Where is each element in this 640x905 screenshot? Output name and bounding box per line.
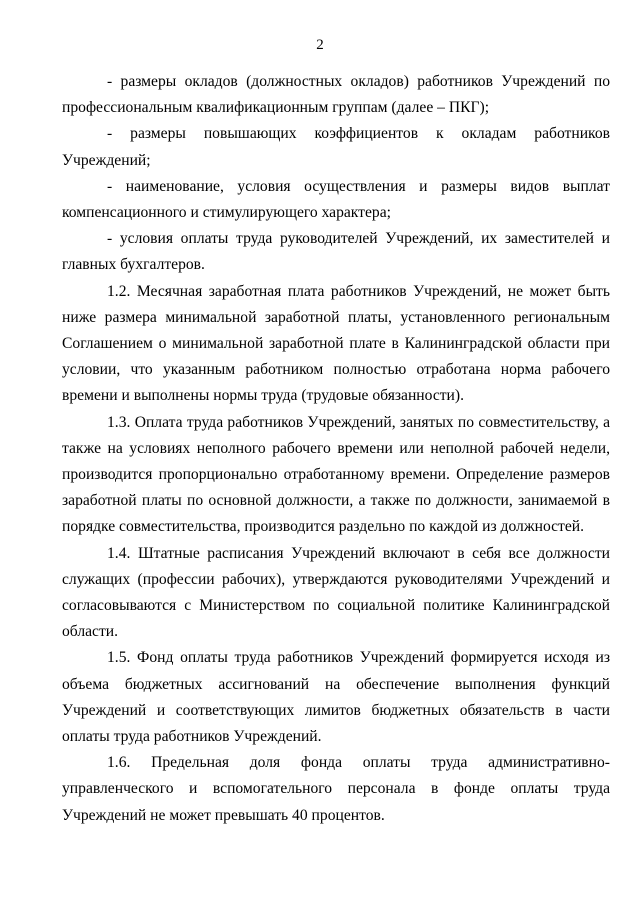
clause-1-6: 1.6. Предельная доля фонда оплаты труда административно-управленческого и вспомогательного персонала в фонде оплаты труда Учреждений не может превышать 40 процентов. (62, 754, 610, 824)
list-item-managers-pay: - условия оплаты труда руководителей Учреждений, их заместителей и главных бухгалтеров. (62, 230, 610, 274)
list-item-payment-types: - наименование, условия осуществления и размеры видов выплат компенсационного и стимулирующего характера; (62, 177, 610, 222)
clause-1-5: 1.5. Фонд оплаты труда работников Учреждений формируется исходя из объема бюджетных ассигнований на обеспечение выполнения функций Учреждений и соответствующих лимитов бюджетных обязательств в части оплаты труда работников Учреждений. (62, 649, 610, 746)
document-body (62, 69, 610, 829)
list-item-salary-sizes: - размеры окладов (должностных окладов) работников Учреждений по профессиональным квалификационным группам (далее – ПКГ); (62, 73, 610, 117)
clause-1-4: 1.4. Штатные расписания Учреждений включают в себя все должности служащих (профессии рабочих), утверждаются руководителями Учреждений и согласовываются с Министерством по социальной политике Калининградской области. (62, 544, 610, 641)
clause-1-3: 1.3. Оплата труда работников Учреждений, занятых по совместительству, а также на условиях неполного рабочего времени или неполной рабочей недели, производится пропорционально отработанному времени. Определение размеров заработной платы по основной должности, а также по должности, занимаемой в порядке совместительства, производится раздельно по каждой из должностей. (62, 413, 610, 536)
list-item-coefficients: - размеры повышающих коэффициентов к окладам работников Учреждений; (62, 125, 610, 169)
page-number: 2 (316, 37, 324, 53)
clause-1-2: 1.2. Месячная заработная плата работников Учреждений, не может быть ниже размера минимальной заработной платы, установленного региональным Соглашением о минимальной заработной плате в Калининградской области при условии, что указанным работником полностью отработана норма рабочего времени и выполнены нормы труда (трудовые обязанности). (62, 282, 610, 405)
